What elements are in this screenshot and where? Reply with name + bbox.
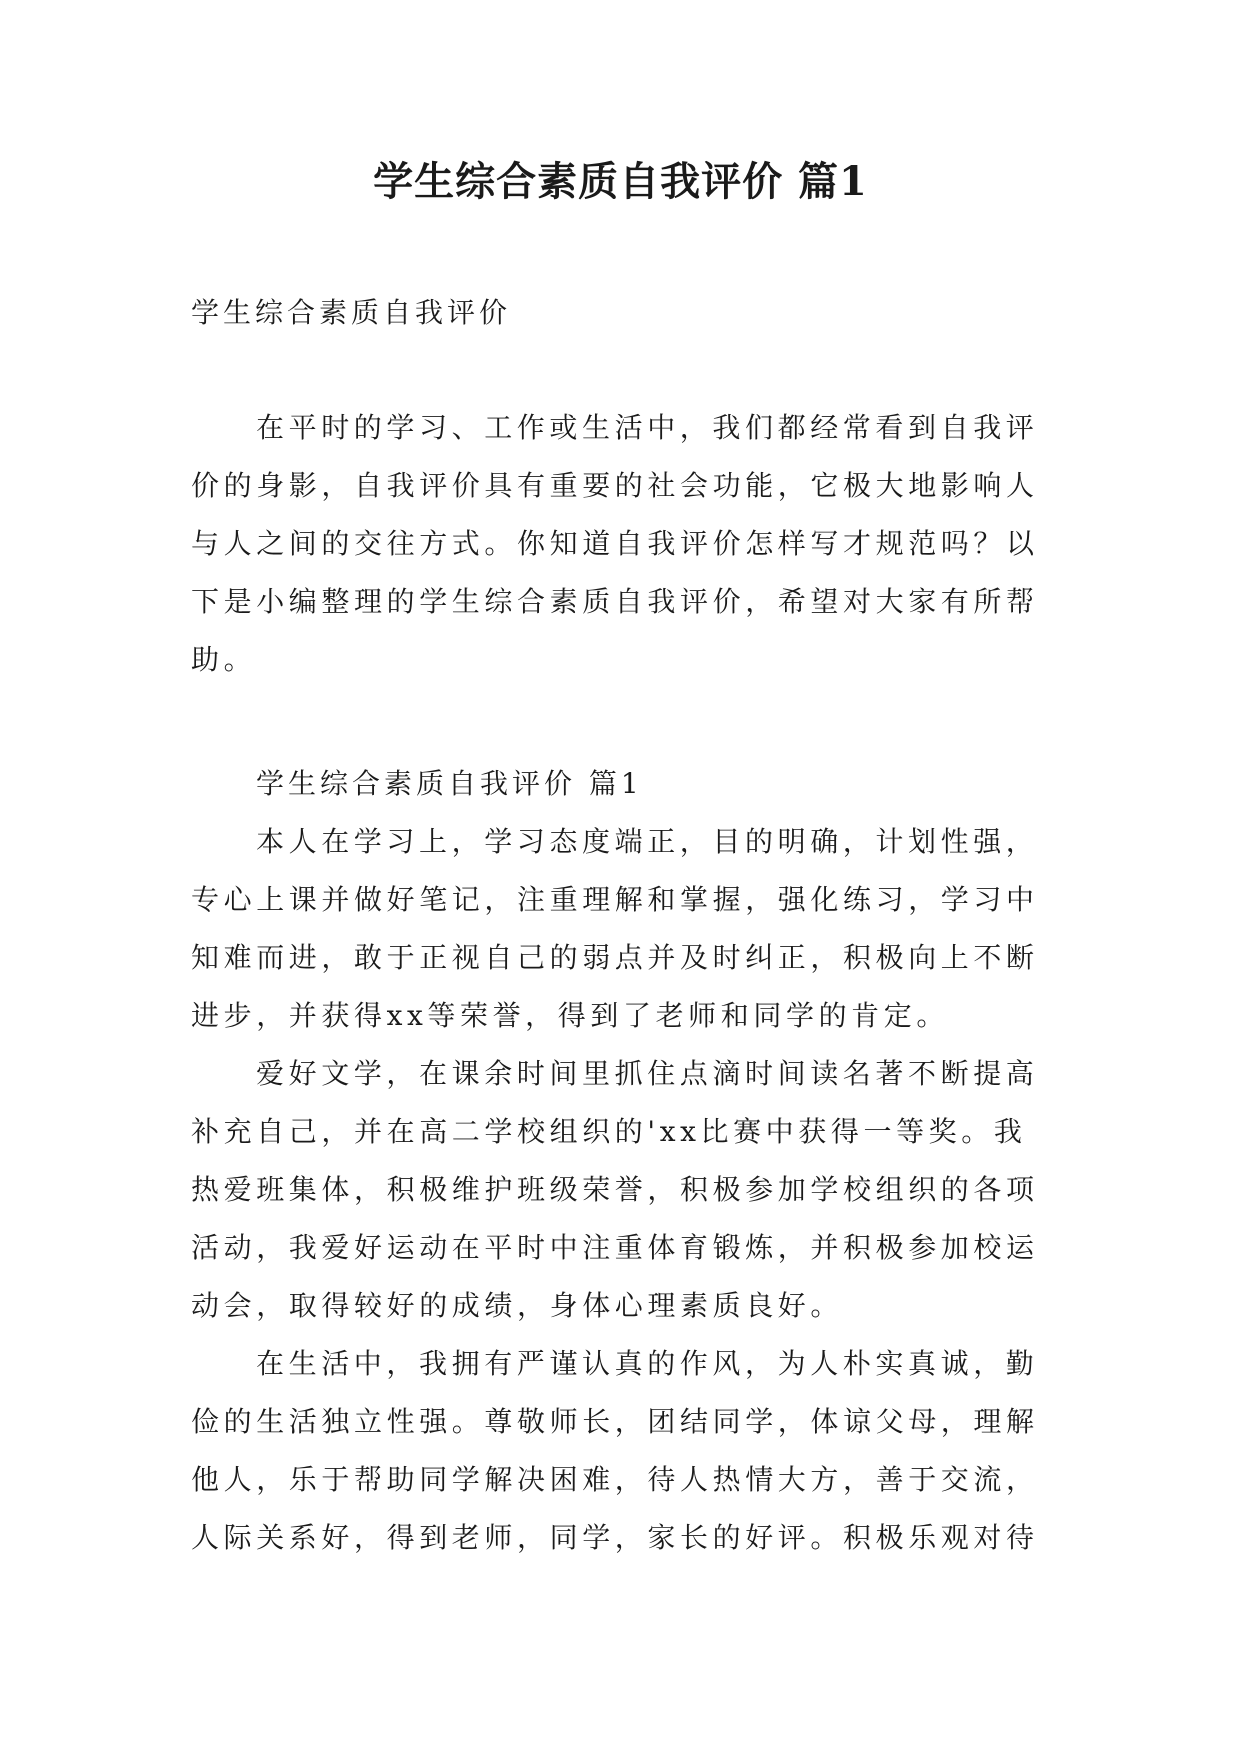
body-line: 动会，取得较好的成绩，身体心理素质良好。	[191, 1289, 844, 1322]
body-line: 专心上课并做好笔记，注重理解和掌握，强化练习，学习中	[191, 883, 1039, 916]
section-heading: 学生综合素质自我评价 篇1	[256, 767, 643, 800]
document-title: 学生综合素质自我评价 篇1	[373, 158, 868, 205]
body-line: 补充自己，并在高二学校组织的'xx比赛中获得一等奖。我	[191, 1115, 1027, 1148]
body-line: 活动，我爱好运动在平时中注重体育锻炼，并积极参加校运	[191, 1231, 1039, 1264]
body-line: 俭的生活独立性强。尊敬师长，团结同学，体谅父母，理解	[191, 1405, 1039, 1438]
body-line: 人际关系好，得到老师，同学，家长的好评。积极乐观对待	[191, 1521, 1039, 1554]
body-line: 知难而进，敢于正视自己的弱点并及时纠正，积极向上不断	[191, 941, 1039, 974]
intro-line: 下是小编整理的学生综合素质自我评价，希望对大家有所帮	[191, 585, 1039, 618]
body-line: 进步，并获得xx等荣誉，得到了老师和同学的肯定。	[191, 999, 949, 1032]
intro-line: 与人之间的交往方式。你知道自我评价怎样写才规范吗？以	[191, 527, 1039, 560]
intro-line: 在平时的学习、工作或生活中，我们都经常看到自我评	[256, 411, 1039, 444]
body-line: 爱好文学，在课余时间里抓住点滴时间读名著不断提高	[256, 1057, 1039, 1090]
body-line: 他人，乐于帮助同学解决困难，待人热情大方，善于交流，	[191, 1463, 1039, 1496]
body-line: 热爱班集体，积极维护班级荣誉，积极参加学校组织的各项	[191, 1173, 1039, 1206]
document-subtitle: 学生综合素质自我评价	[191, 296, 512, 329]
body-line: 本人在学习上，学习态度端正，目的明确，计划性强，	[256, 825, 1039, 858]
intro-line: 助。	[191, 643, 257, 676]
body-line: 在生活中，我拥有严谨认真的作风，为人朴实真诚，勤	[256, 1347, 1039, 1380]
intro-line: 价的身影，自我评价具有重要的社会功能，它极大地影响人	[191, 469, 1039, 502]
